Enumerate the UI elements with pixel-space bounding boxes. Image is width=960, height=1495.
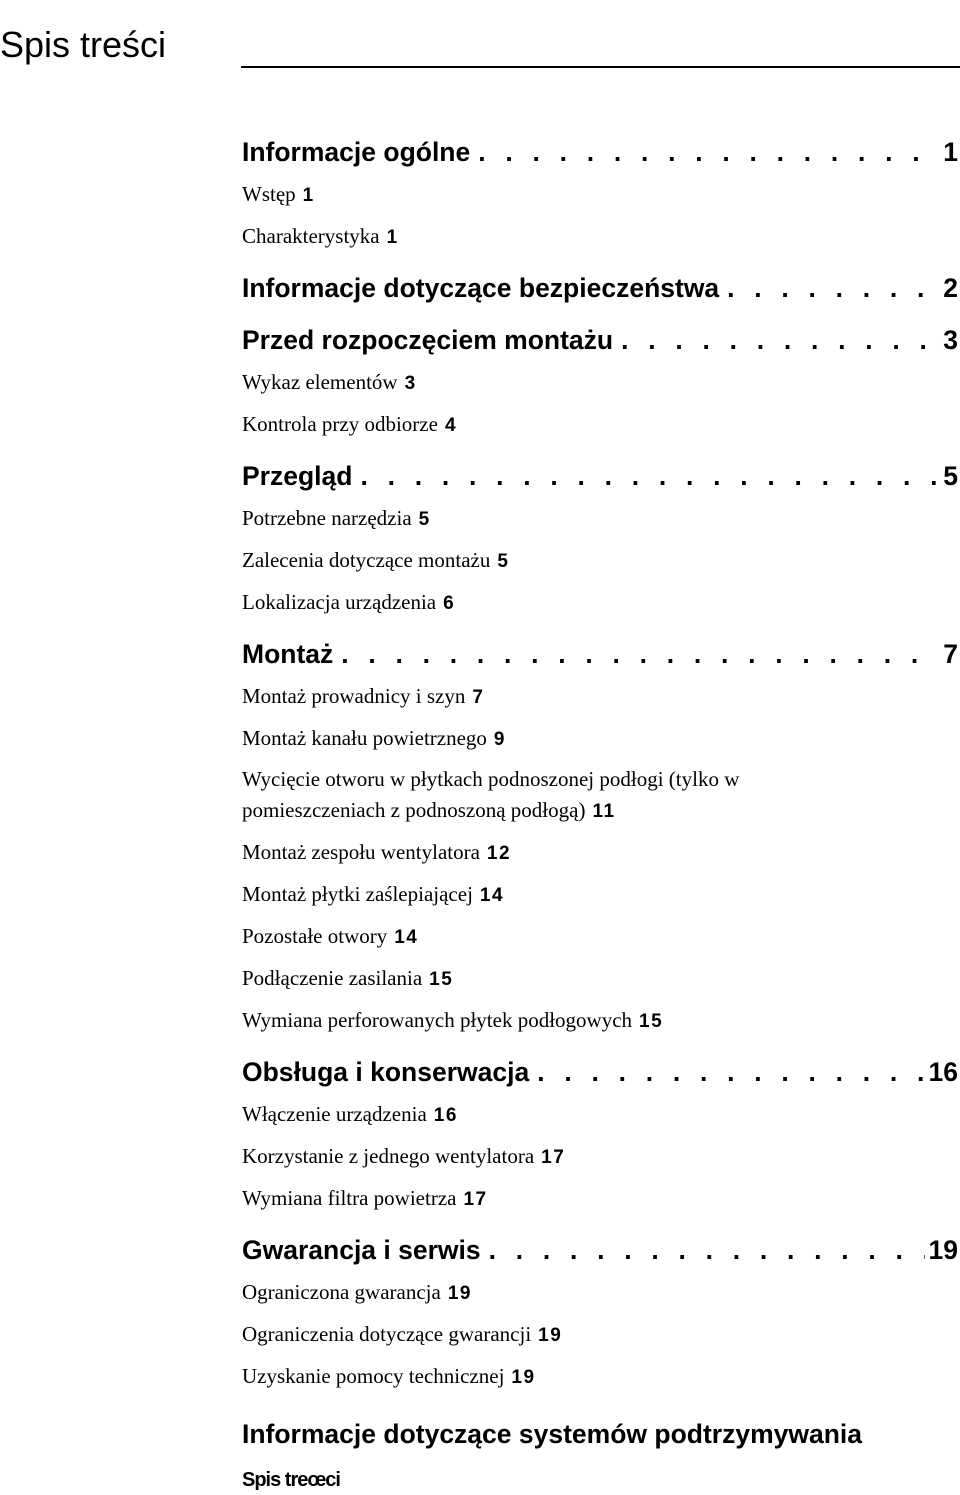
toc-chapter[interactable] bbox=[242, 632, 958, 676]
toc-chapter[interactable] bbox=[242, 1050, 958, 1094]
entry-title: Montaż płytki zaślepiającej bbox=[242, 882, 473, 906]
entry-page-number: 12 bbox=[486, 843, 512, 864]
entry-title: Montaż prowadnicy i szyn bbox=[242, 684, 466, 708]
toc-entry[interactable] bbox=[242, 874, 958, 916]
toc-entry[interactable] bbox=[242, 1356, 958, 1398]
leader-dots bbox=[537, 1050, 924, 1094]
entry-title: Uzyskanie pomocy technicznej bbox=[242, 1364, 505, 1388]
entry-page-number: 19 bbox=[538, 1325, 563, 1346]
toc-entry[interactable] bbox=[242, 1272, 958, 1314]
entry-title: Wykaz elementów bbox=[242, 370, 398, 394]
entry-title: Zalecenia dotyczące montażu bbox=[242, 548, 491, 572]
toc-entry[interactable] bbox=[242, 404, 958, 446]
entry-page-number: 15 bbox=[639, 1011, 664, 1032]
leader-dots bbox=[341, 632, 939, 676]
toc-entry[interactable] bbox=[242, 540, 958, 582]
entry-title: Wycięcie otworu w płytkach podnoszonej podłogi (tylko w pomieszczeniach z podnoszoną podłogą) bbox=[242, 767, 740, 822]
entry-page-number: 11 bbox=[592, 801, 616, 822]
chapter-title: Informacje dotyczące systemów podtrzymywania bbox=[242, 1419, 863, 1449]
toc-entry[interactable] bbox=[242, 362, 958, 404]
chapter-page-number: 19 bbox=[928, 1235, 958, 1265]
toc-entry[interactable] bbox=[242, 1136, 958, 1178]
toc-entry[interactable] bbox=[242, 760, 842, 832]
toc-entry[interactable] bbox=[242, 958, 958, 1000]
toc-chapter[interactable] bbox=[242, 454, 958, 498]
entry-title: Podłączenie zasilania bbox=[242, 966, 423, 990]
leader-dots bbox=[360, 454, 939, 498]
entry-title: Ograniczona gwarancja bbox=[242, 1280, 441, 1304]
entry-title: Montaż zespołu wentylatora bbox=[242, 840, 480, 864]
entry-page-number: 3 bbox=[404, 373, 417, 394]
toc-entry[interactable] bbox=[242, 832, 958, 874]
chapter-page-number: 3 bbox=[943, 325, 958, 355]
entry-title: Korzystanie z jednego wentylatora bbox=[242, 1144, 535, 1168]
entry-page-number: 17 bbox=[541, 1147, 566, 1168]
entry-page-number: 15 bbox=[429, 969, 454, 990]
leader-dots bbox=[621, 318, 939, 362]
toc-entry[interactable] bbox=[242, 216, 958, 258]
entry-title: Wymiana perforowanych płytek podłogowych bbox=[242, 1008, 633, 1032]
entry-page-number: 19 bbox=[447, 1283, 472, 1304]
entry-title: Lokalizacja urządzenia bbox=[242, 590, 437, 614]
entry-title: Montaż kanału powietrznego bbox=[242, 726, 487, 750]
toc-chapter[interactable] bbox=[242, 130, 958, 174]
entry-page-number: 9 bbox=[493, 729, 506, 750]
entry-page-number: 16 bbox=[433, 1105, 458, 1126]
entry-page-number: 14 bbox=[394, 927, 419, 948]
toc-chapter[interactable] bbox=[242, 318, 958, 362]
toc-entry[interactable] bbox=[242, 1314, 958, 1356]
page-footer: Spis treœci bbox=[242, 1469, 340, 1491]
entry-title: Wymiana filtra powietrza bbox=[242, 1186, 457, 1210]
leader-dots bbox=[727, 266, 939, 310]
chapter-page-number: 16 bbox=[928, 1057, 958, 1087]
toc-entry[interactable] bbox=[242, 1178, 958, 1220]
title-divider bbox=[241, 66, 960, 68]
entry-page-number: 7 bbox=[472, 687, 485, 708]
entry-title: Ograniczenia dotyczące gwarancji bbox=[242, 1322, 532, 1346]
chapter-title: Obsługa i konserwacja bbox=[242, 1057, 530, 1087]
chapter-title: Gwarancja i serwis bbox=[242, 1235, 481, 1265]
chapter-title: Przegląd bbox=[242, 461, 353, 491]
chapter-title: Informacje ogólne bbox=[242, 137, 471, 167]
entry-page-number: 17 bbox=[463, 1189, 488, 1210]
toc-entry[interactable] bbox=[242, 1094, 958, 1136]
entry-title: Włączenie urządzenia bbox=[242, 1102, 427, 1126]
entry-page-number: 6 bbox=[443, 593, 456, 614]
toc-entry[interactable] bbox=[242, 1000, 958, 1042]
chapter-page-number: 2 bbox=[943, 273, 958, 303]
entry-page-number: 1 bbox=[386, 227, 399, 248]
chapter-title: Przed rozpoczęciem montażu bbox=[242, 325, 614, 355]
chapter-page-number: 7 bbox=[943, 639, 958, 669]
entry-page-number: 1 bbox=[302, 185, 315, 206]
toc-chapter[interactable] bbox=[242, 1412, 958, 1456]
entry-title: Pozostałe otwory bbox=[242, 924, 388, 948]
leader-dots bbox=[489, 1228, 925, 1272]
entry-title: Charakterystyka bbox=[242, 224, 380, 248]
leader-dots bbox=[478, 130, 939, 174]
chapter-page-number: 5 bbox=[943, 461, 958, 491]
entry-page-number: 19 bbox=[511, 1367, 536, 1388]
chapter-title: Informacje dotyczące bezpieczeństwa bbox=[242, 273, 720, 303]
toc-entry[interactable] bbox=[242, 582, 958, 624]
entry-page-number: 14 bbox=[479, 885, 505, 906]
chapter-title: Montaż bbox=[242, 639, 334, 669]
page-title: Spis treści bbox=[0, 24, 167, 66]
toc-entry[interactable] bbox=[242, 916, 958, 958]
toc-entry[interactable] bbox=[242, 174, 958, 216]
toc-chapter[interactable] bbox=[242, 1228, 958, 1272]
table-of-contents bbox=[242, 130, 958, 1456]
entry-page-number: 4 bbox=[444, 415, 458, 436]
entry-title: Wstęp bbox=[242, 182, 296, 206]
entry-page-number: 5 bbox=[418, 509, 431, 530]
toc-entry[interactable] bbox=[242, 498, 958, 540]
toc-entry[interactable] bbox=[242, 718, 958, 760]
entry-title: Potrzebne narzędzia bbox=[242, 506, 412, 530]
entry-title: Kontrola przy odbiorze bbox=[242, 412, 438, 436]
entry-page-number: 5 bbox=[497, 551, 510, 572]
toc-chapter[interactable] bbox=[242, 266, 958, 310]
toc-entry[interactable] bbox=[242, 676, 958, 718]
chapter-page-number: 1 bbox=[943, 137, 958, 167]
